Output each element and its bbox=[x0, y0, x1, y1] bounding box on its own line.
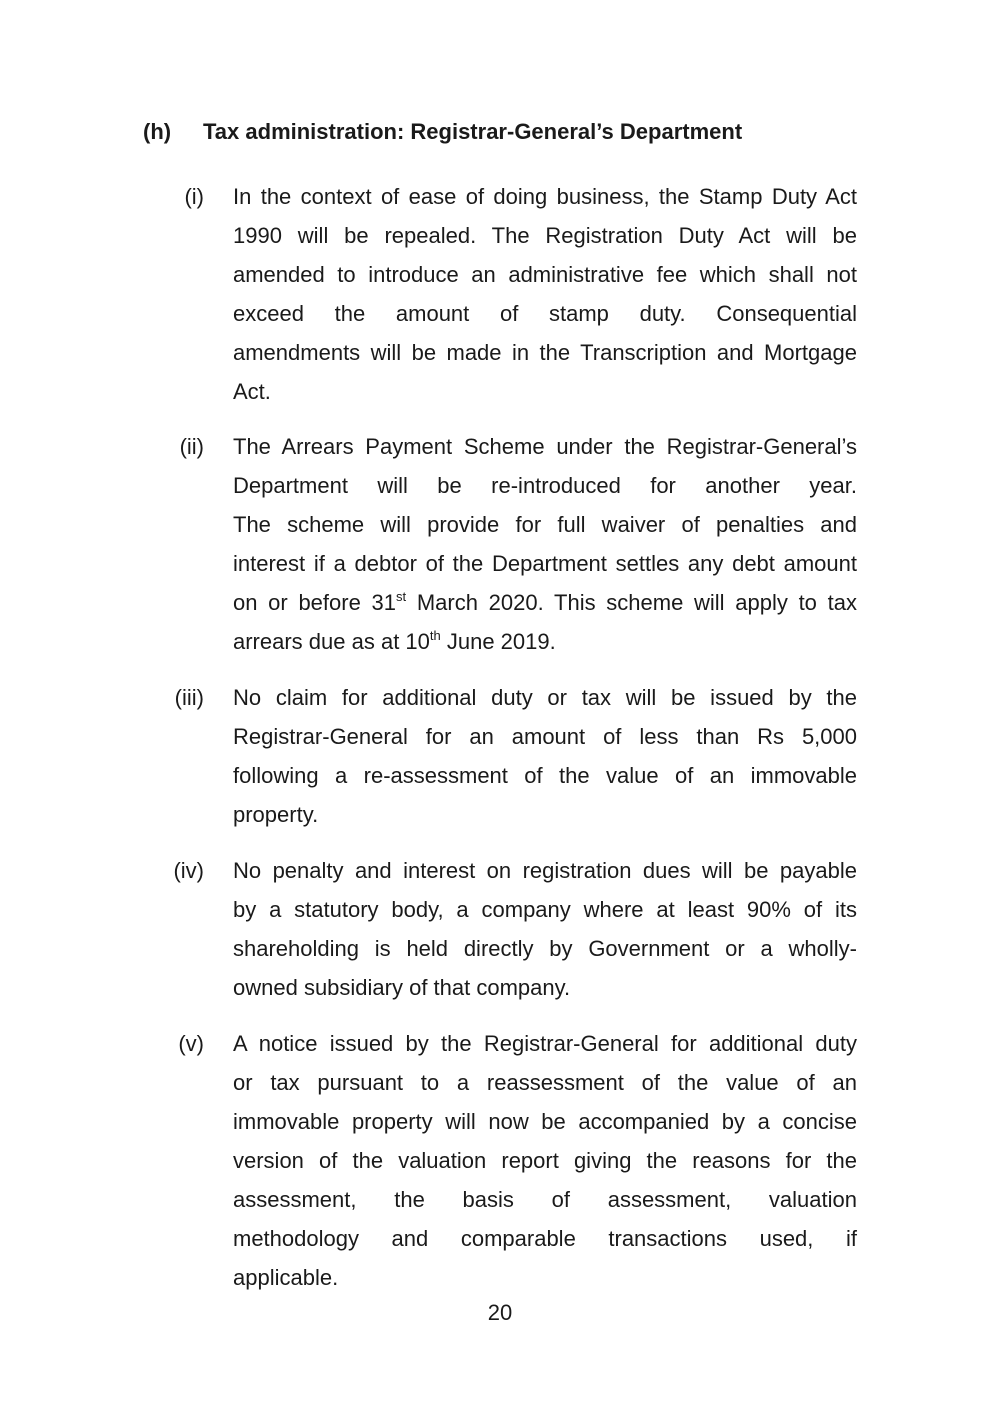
text-line: No claim for additional duty or tax will be issued by the bbox=[233, 685, 857, 710]
page-number: 20 bbox=[487, 1300, 513, 1325]
text-line: amended to introduce an administrative fee which shall not bbox=[233, 262, 857, 287]
text-line: property. bbox=[233, 802, 319, 827]
text-line: A notice issued by the Registrar-General for additional duty bbox=[233, 1031, 857, 1056]
item-text bbox=[233, 177, 857, 411]
text-line: Department will be re-introduced for another year. bbox=[233, 473, 857, 498]
text-line: No penalty and interest on registration dues will be payable bbox=[233, 858, 857, 883]
text-line: The Arrears Payment Scheme under the Registrar-General’s bbox=[233, 434, 857, 459]
item-number: (ii) bbox=[179, 434, 204, 459]
text-line: following a re-assessment of the value of an immovable bbox=[233, 763, 857, 788]
text-line: owned subsidiary of that company. bbox=[233, 975, 571, 1000]
section-heading bbox=[143, 119, 742, 145]
text-line: shareholding is held directly by Government or a wholly- bbox=[233, 936, 857, 961]
text-line: version of the valuation report giving the reasons for the bbox=[233, 1148, 857, 1173]
item-number: (i) bbox=[184, 184, 204, 209]
text-line: amendments will be made in the Transcription and Mortgage bbox=[233, 340, 857, 365]
text-fragment: on or before 31st March 2020. This scheme will apply to tax bbox=[233, 589, 857, 615]
text-line: immovable property will now be accompanied by a concise bbox=[233, 1109, 857, 1134]
item-number: (iii) bbox=[174, 685, 204, 710]
text-line: The scheme will provide for full waiver of penalties and bbox=[233, 512, 857, 537]
item-text bbox=[233, 678, 857, 834]
text-line: or tax pursuant to a reassessment of the value of an bbox=[233, 1070, 857, 1095]
section-title: Tax administration: Registrar-General’s Department bbox=[203, 119, 743, 144]
text-line: arrears due as at 10th June 2019. bbox=[233, 628, 556, 654]
text-line: exceed the amount of stamp duty. Consequential bbox=[233, 301, 857, 326]
item-text bbox=[233, 851, 857, 1007]
text-line: assessment, the basis of assessment, valuation bbox=[233, 1187, 857, 1212]
text-line: by a statutory body, a company where at least 90% of its bbox=[233, 897, 857, 922]
item-number: (iv) bbox=[173, 858, 204, 883]
text-line: methodology and comparable transactions used, if bbox=[233, 1226, 857, 1251]
text-line: interest if a debtor of the Department settles any debt amount bbox=[233, 551, 857, 576]
section-label: (h) bbox=[143, 119, 172, 144]
text-line: Act. bbox=[233, 379, 271, 404]
item-text bbox=[233, 1024, 857, 1297]
item-number: (v) bbox=[178, 1031, 204, 1056]
text-line: In the context of ease of doing business, the Stamp Duty Act bbox=[233, 184, 857, 209]
text-line bbox=[233, 583, 857, 622]
text-line: applicable. bbox=[233, 1265, 339, 1290]
text-line: 1990 will be repealed. The Registration Duty Act will be bbox=[233, 223, 857, 248]
text-line: Registrar-General for an amount of less than Rs 5,000 bbox=[233, 724, 857, 749]
item-text bbox=[233, 427, 857, 661]
